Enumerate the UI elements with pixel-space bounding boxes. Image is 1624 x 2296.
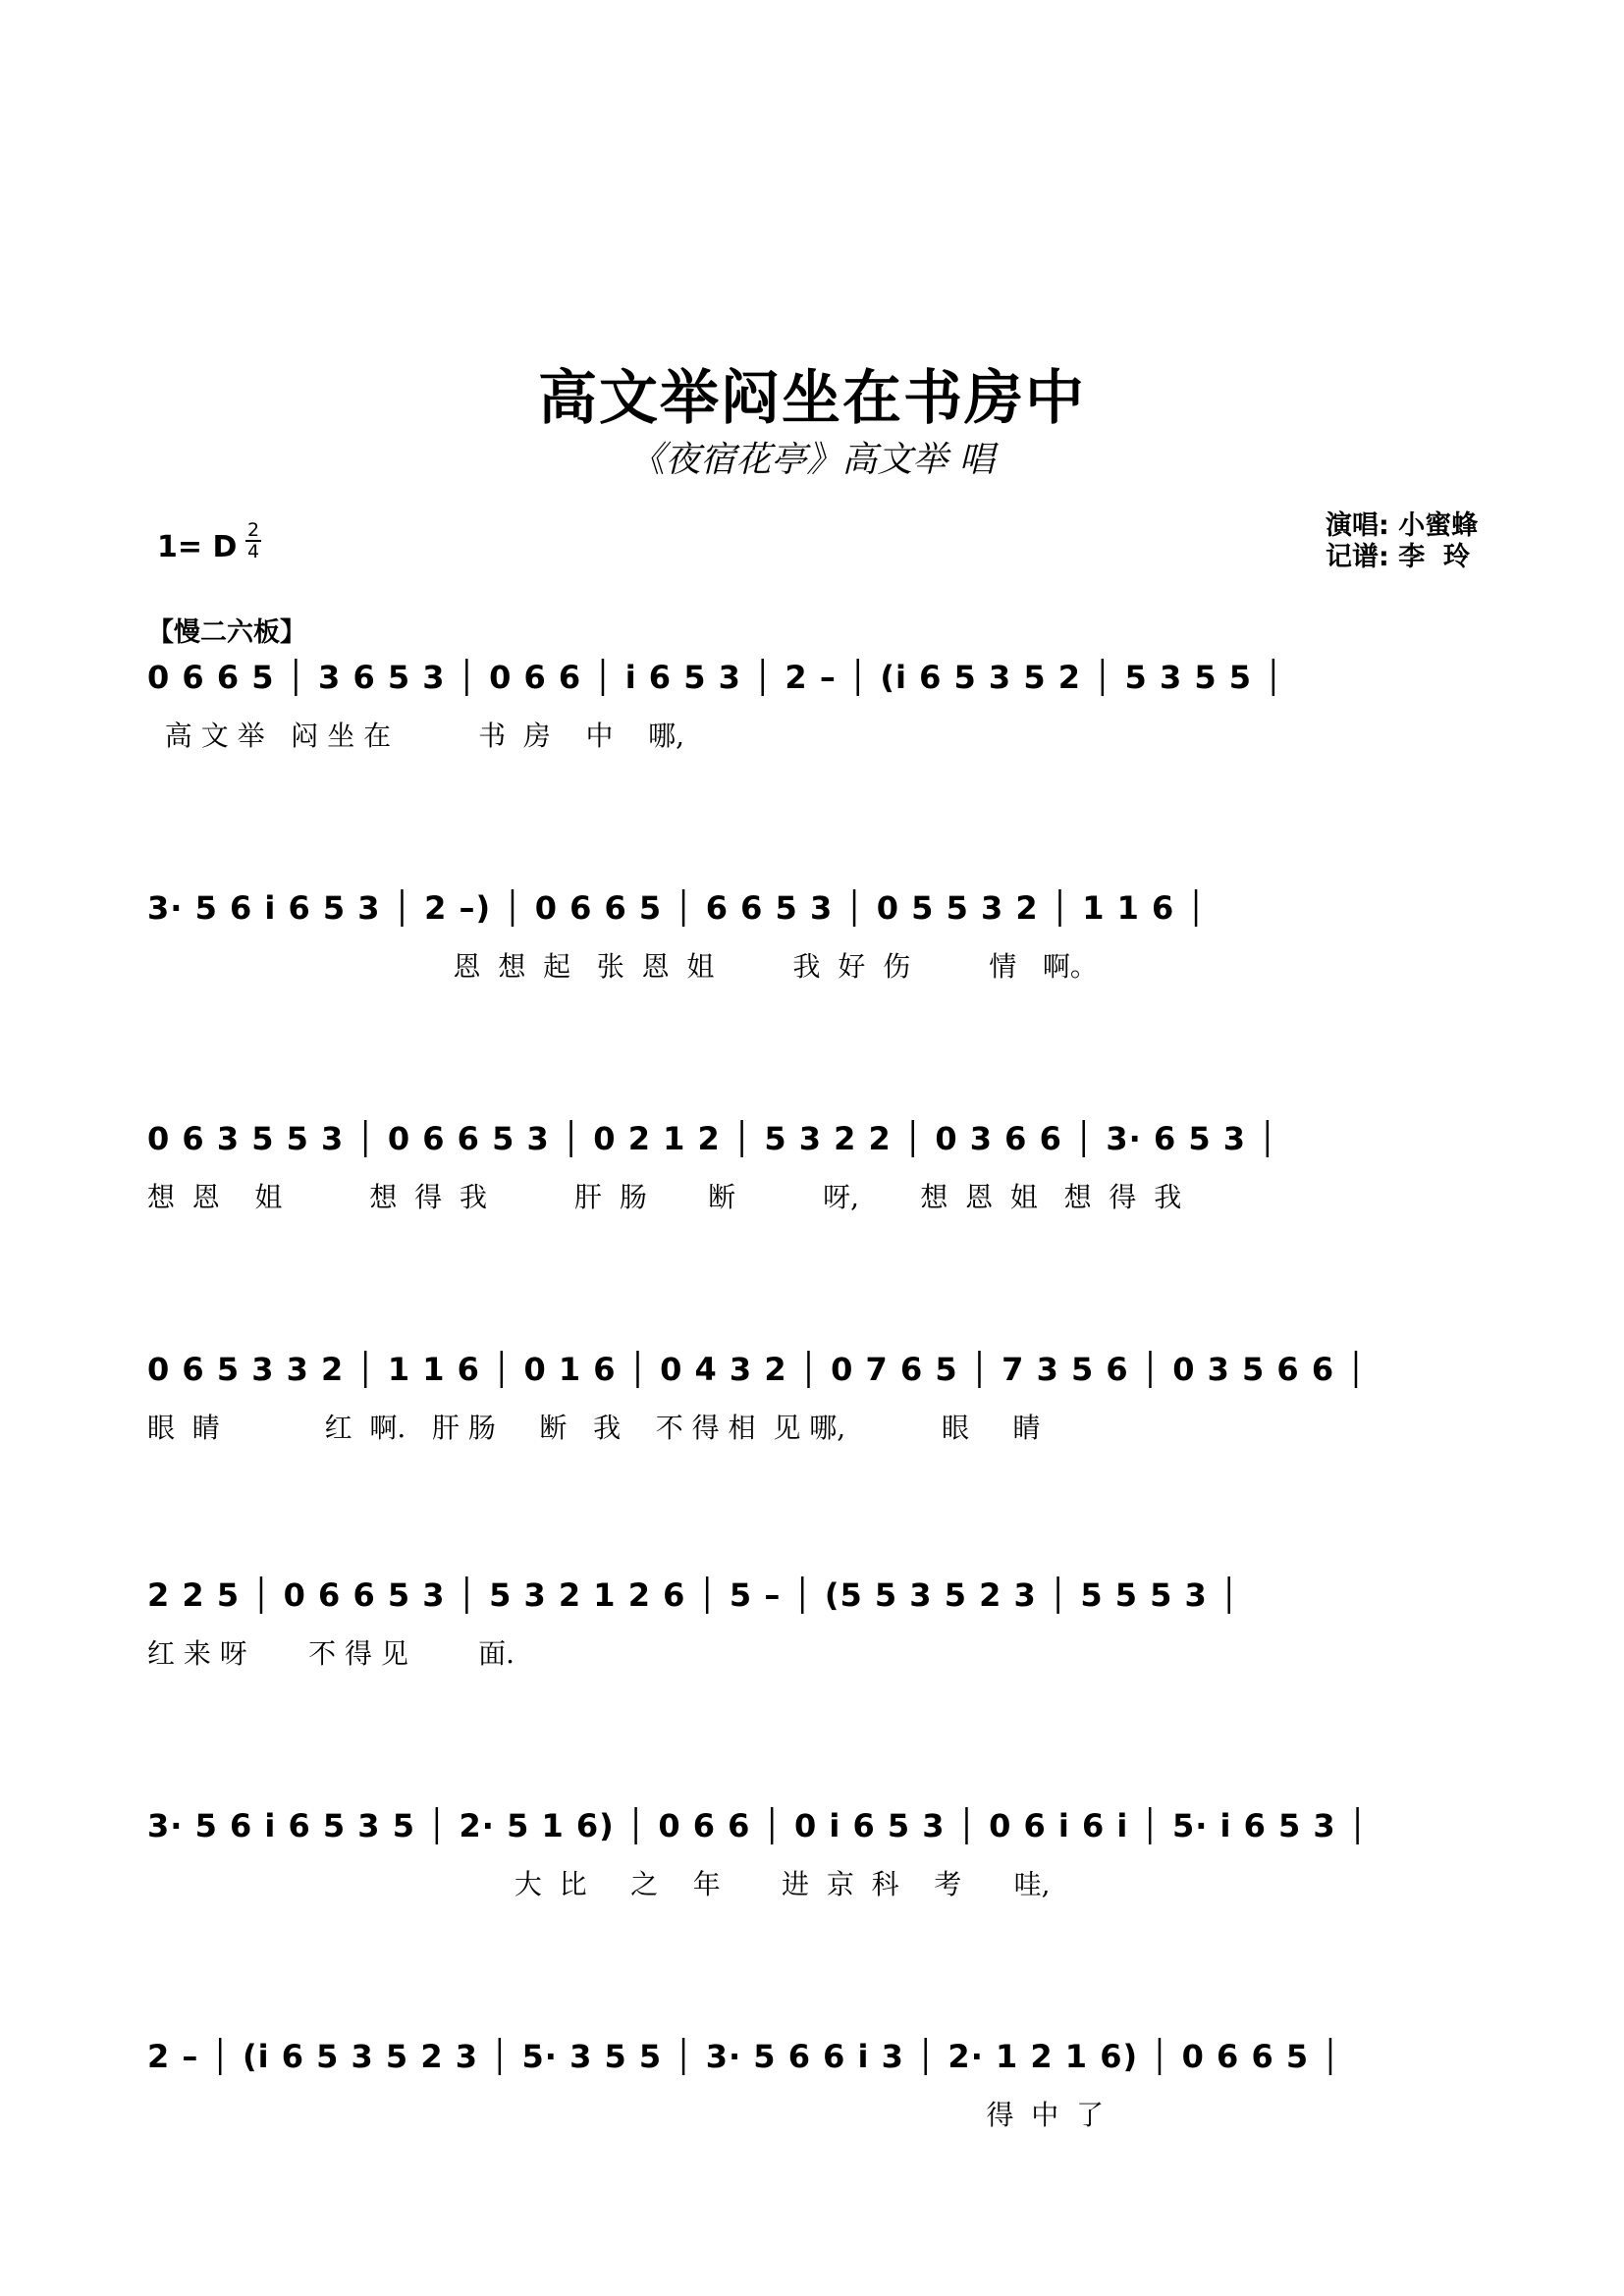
singer-credit: 演唱: 小蜜蜂: [1326, 510, 1479, 541]
time-signature-top: 2: [246, 519, 260, 541]
score-system-5: [147, 1566, 1502, 1683]
time-signature: [245, 520, 261, 561]
system-notes: 0 6 6 5 │ 3 6 5 3 │ 0 6 6 │ i 6 5 3 │ 2 – │ (i 6 5 3 5 2 │ 5 3 5 5 │: [147, 659, 1284, 696]
score-system-3: [147, 1109, 1502, 1227]
section-label: 【慢二六板】: [147, 617, 306, 648]
score-system-6: [147, 1796, 1502, 1914]
system-lyrics: 高 文 举 闷 坐 在 书 房 中 哪,: [147, 720, 685, 752]
system-notes: 0 6 3 5 5 3 │ 0 6 6 5 3 │ 0 2 1 2 │ 5 3 2 2 │ 0 3 6 6 │ 3· 6 5 3 │: [147, 1120, 1278, 1157]
system-notes: 2 – │ (i 6 5 3 5 2 3 │ 5· 3 5 5 │ 3· 5 6 6 i 3 │ 2· 1 2 1 6) │ 0 6 6 5 │: [147, 2038, 1341, 2075]
system-notes: 3· 5 6 i 6 5 3 │ 2 –) │ 0 6 6 5 │ 6 6 5 3 │ 0 5 5 3 2 │ 1 1 6 │: [147, 889, 1207, 927]
song-subtitle: 《夜宿花亭》高文举 唱: [629, 440, 995, 480]
system-notes: 3· 5 6 i 6 5 3 5 │ 2· 5 1 6) │ 0 6 6 │ 0 i 6 5 3 │ 0 6 i 6 i │ 5· i 6 5 3 │: [147, 1807, 1369, 1844]
credits: [1326, 510, 1478, 573]
score-system-7: [147, 2027, 1502, 2145]
system-lyrics: 红 来 呀 不 得 见 面.: [147, 1637, 515, 1670]
system-lyrics: 眼 睛 红 啊. 肝 肠 断 我 不 得 相 见 哪, 眼 睛: [147, 1412, 1041, 1444]
key-signature: 1= D: [157, 530, 238, 564]
system-lyrics: 得 中 了: [147, 2099, 1105, 2131]
score-system-1: [147, 648, 1502, 766]
system-notes: 0 6 5 3 3 2 │ 1 1 6 │ 0 1 6 │ 0 4 3 2 │ 0 7 6 5 │ 7 3 5 6 │ 0 3 5 6 6 │: [147, 1351, 1367, 1388]
transcriber-credit: 记谱: 李 玲: [1326, 542, 1470, 572]
system-lyrics: 大 比 之 年 进 京 科 考 哇,: [147, 1868, 1051, 1900]
system-lyrics: 恩 想 起 张 恩 姐 我 好 伤 情 啊。: [147, 950, 1098, 983]
system-lyrics: 想 恩 姐 想 得 我 肝 肠 断 呀, 想 恩 姐 想 得 我: [147, 1181, 1182, 1213]
system-notes: 2 2 5 │ 0 6 6 5 3 │ 5 3 2 1 2 6 │ 5 – │ (5 5 3 5 2 3 │ 5 5 5 3 │: [147, 1576, 1240, 1614]
song-title: 高文举闷坐在书房中: [538, 364, 1086, 433]
score-system-4: [147, 1340, 1502, 1458]
time-signature-bottom: 4: [246, 541, 260, 562]
score-system-2: [147, 879, 1502, 996]
